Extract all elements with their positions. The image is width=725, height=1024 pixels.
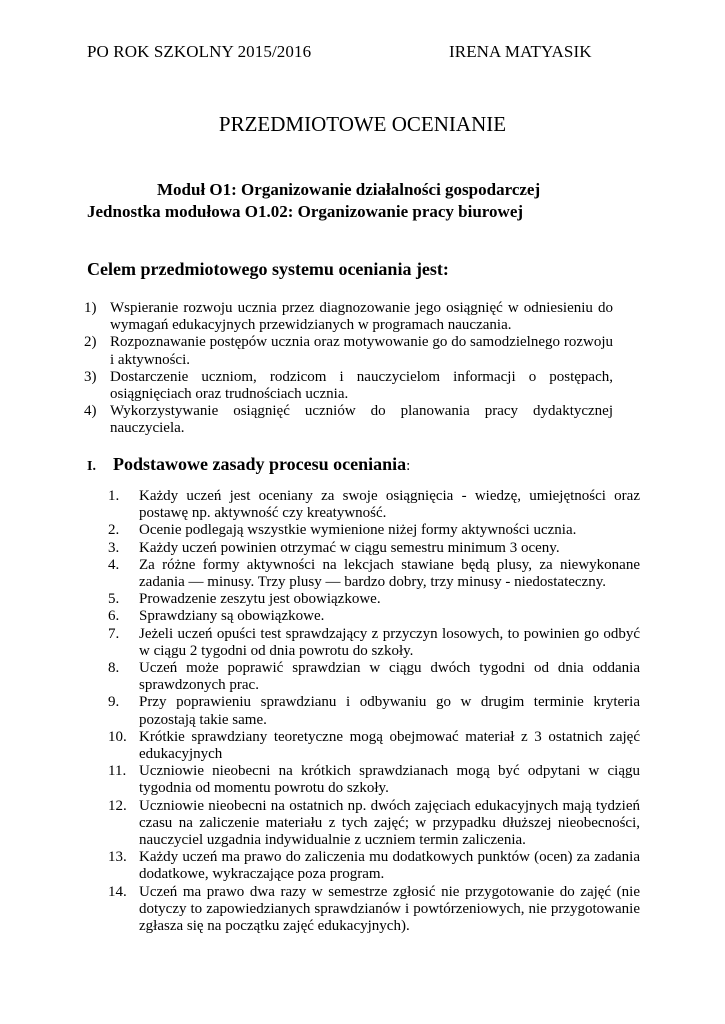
- rule-item-number: 13.: [108, 849, 127, 866]
- rule-item-text: Każdy uczeń ma prawo do zaliczenia mu dodatkowych punktów (ocen) za zadania dodatkowe, wykraczające poza program.: [139, 849, 640, 883]
- rule-item-number: 8.: [108, 660, 120, 677]
- rule-item: [108, 660, 640, 694]
- rule-item-text: Krótkie sprawdziany teoretyczne mogą obejmować materiał z 3 ostatnich zajęć edukacyjnych: [139, 728, 640, 763]
- goals-list: [84, 300, 613, 438]
- rule-item-text: Sprawdziany są obowiązkowe.: [139, 608, 325, 625]
- module-unit: Jednostka modułowa O1.02: Organizowanie pracy biurowej: [87, 202, 524, 221]
- goals-heading: Celem przedmiotowego systemu oceniania jest:: [87, 259, 449, 279]
- rule-item-number: 1.: [108, 488, 120, 504]
- goal-item-text: Rozpoznawanie postępów ucznia oraz motywowanie go do samodzielnego rozwoju i aktywności.: [110, 334, 613, 368]
- rule-item-text: Każdy uczeń powinien otrzymać w ciągu semestru minimum 3 oceny.: [139, 539, 560, 556]
- rule-item-number: 12.: [108, 797, 127, 814]
- goal-item-text: Wspieranie rozwoju ucznia przez diagnozowanie jego osiągnięć w odniesieniu do wymagań edukacyjnych przewidzianych w programach nauczania.: [110, 300, 613, 334]
- goal-item: [84, 369, 613, 403]
- goal-item-number: 4): [84, 403, 97, 420]
- section-colon: :: [406, 458, 411, 474]
- rule-item: [108, 540, 640, 557]
- rule-item-number: 10.: [108, 728, 127, 745]
- rule-item-text: Za różne formy aktywności na lekcjach stawiane będą plusy, za niewykonane zadania — minusy. Trzy plusy — bardzo dobry, trzy minusy - niedostateczny.: [139, 556, 640, 591]
- section-title: Podstawowe zasady procesu oceniania: [113, 454, 407, 474]
- rule-item-text: Uczeń może poprawić sprawdzian w ciągu dwóch tygodni od dnia oddania sprawdzonych prac.: [139, 660, 640, 694]
- goal-item-number: 1): [84, 300, 97, 316]
- section-number: I.: [87, 459, 96, 474]
- header-author: IRENA MATYASIK: [449, 42, 592, 61]
- rule-item-number: 4.: [108, 556, 120, 573]
- rule-item-text: Uczniowie nieobecni na ostatnich np. dwóch zajęciach edukacyjnych mają tydzień czasu na zaliczenie materiału z tych zajęć; w przypadku dłuższej nieobecności, nauczyciel uzgadnia indywidualnie z uczniem termin zaliczenia.: [139, 797, 640, 849]
- rule-item-text: Prowadzenie zeszytu jest obowiązkowe.: [139, 591, 381, 608]
- rule-item: [108, 522, 640, 539]
- page-title: PRZEDMIOTOWE OCENIANIE: [218, 112, 507, 136]
- rule-item: [108, 798, 640, 850]
- rule-item: [108, 884, 640, 936]
- goal-item: [84, 334, 613, 368]
- rule-item-text: Jeżeli uczeń opuści test sprawdzający z przyczyn losowych, to powinien go odbyć w ciągu 2 tygodni od dnia powrotu do szkoły.: [139, 625, 640, 659]
- rule-item-number: 14.: [108, 883, 127, 900]
- rule-item-text: Przy poprawieniu sprawdzianu i odbywaniu go w drugim terminie kryteria pozostają takie same.: [139, 694, 640, 728]
- goal-item-number: 2): [84, 334, 97, 351]
- goal-item: [84, 403, 613, 437]
- rules-list: [108, 488, 640, 935]
- goal-item-number: 3): [84, 368, 97, 385]
- rule-item: [108, 763, 640, 797]
- rule-item-number: 5.: [108, 591, 120, 608]
- rule-item-text: Uczniowie nieobecni na krótkich sprawdzianach mogą być odpytani w ciągu tygodnia od momentu powrotu do szkoły.: [139, 763, 640, 797]
- rule-item: [108, 849, 640, 883]
- goal-item: [84, 300, 613, 334]
- module-name: Moduł O1: Organizowanie działalności gospodarczej: [157, 180, 541, 199]
- rule-item-text: Ocenie podlegają wszystkie wymienione niżej formy aktywności ucznia.: [139, 522, 577, 539]
- rule-item: [108, 729, 640, 763]
- rule-item-text: Każdy uczeń jest oceniany za swoje osiągnięcia - wiedzę, umiejętności oraz postawę np. aktywność czy kreatywność.: [139, 488, 640, 522]
- rule-item-text: Uczeń ma prawo dwa razy w semestrze zgłosić nie przygotowanie do zajęć (nie dotyczy to zapowiedzianych sprawdzianów i powtórzeniowych, nie przygotowanie zgłasza się na początku zajęć edukacyjnych).: [139, 883, 640, 935]
- rule-item-number: 11.: [108, 763, 127, 780]
- rule-item: [108, 626, 640, 660]
- rule-item: [108, 557, 640, 591]
- rule-item-number: 9.: [108, 694, 120, 711]
- header-school-year: PO ROK SZKOLNY 2015/2016: [87, 42, 312, 61]
- goal-item-text: Wykorzystywanie osiągnięć uczniów do planowania pracy dydaktycznej nauczyciela.: [110, 403, 613, 437]
- rule-item: [108, 608, 640, 625]
- goal-item-text: Dostarczenie uczniom, rodzicom i nauczycielom informacji o postępach, osiągnięciach oraz trudnościach ucznia.: [110, 368, 613, 403]
- rule-item-number: 6.: [108, 608, 120, 625]
- rule-item-number: 3.: [108, 539, 120, 556]
- section-heading: [87, 454, 410, 475]
- rule-item: [108, 694, 640, 728]
- rule-item-number: 2.: [108, 522, 120, 539]
- rule-item: [108, 488, 640, 522]
- rule-item: [108, 591, 640, 608]
- rule-item-number: 7.: [108, 625, 120, 642]
